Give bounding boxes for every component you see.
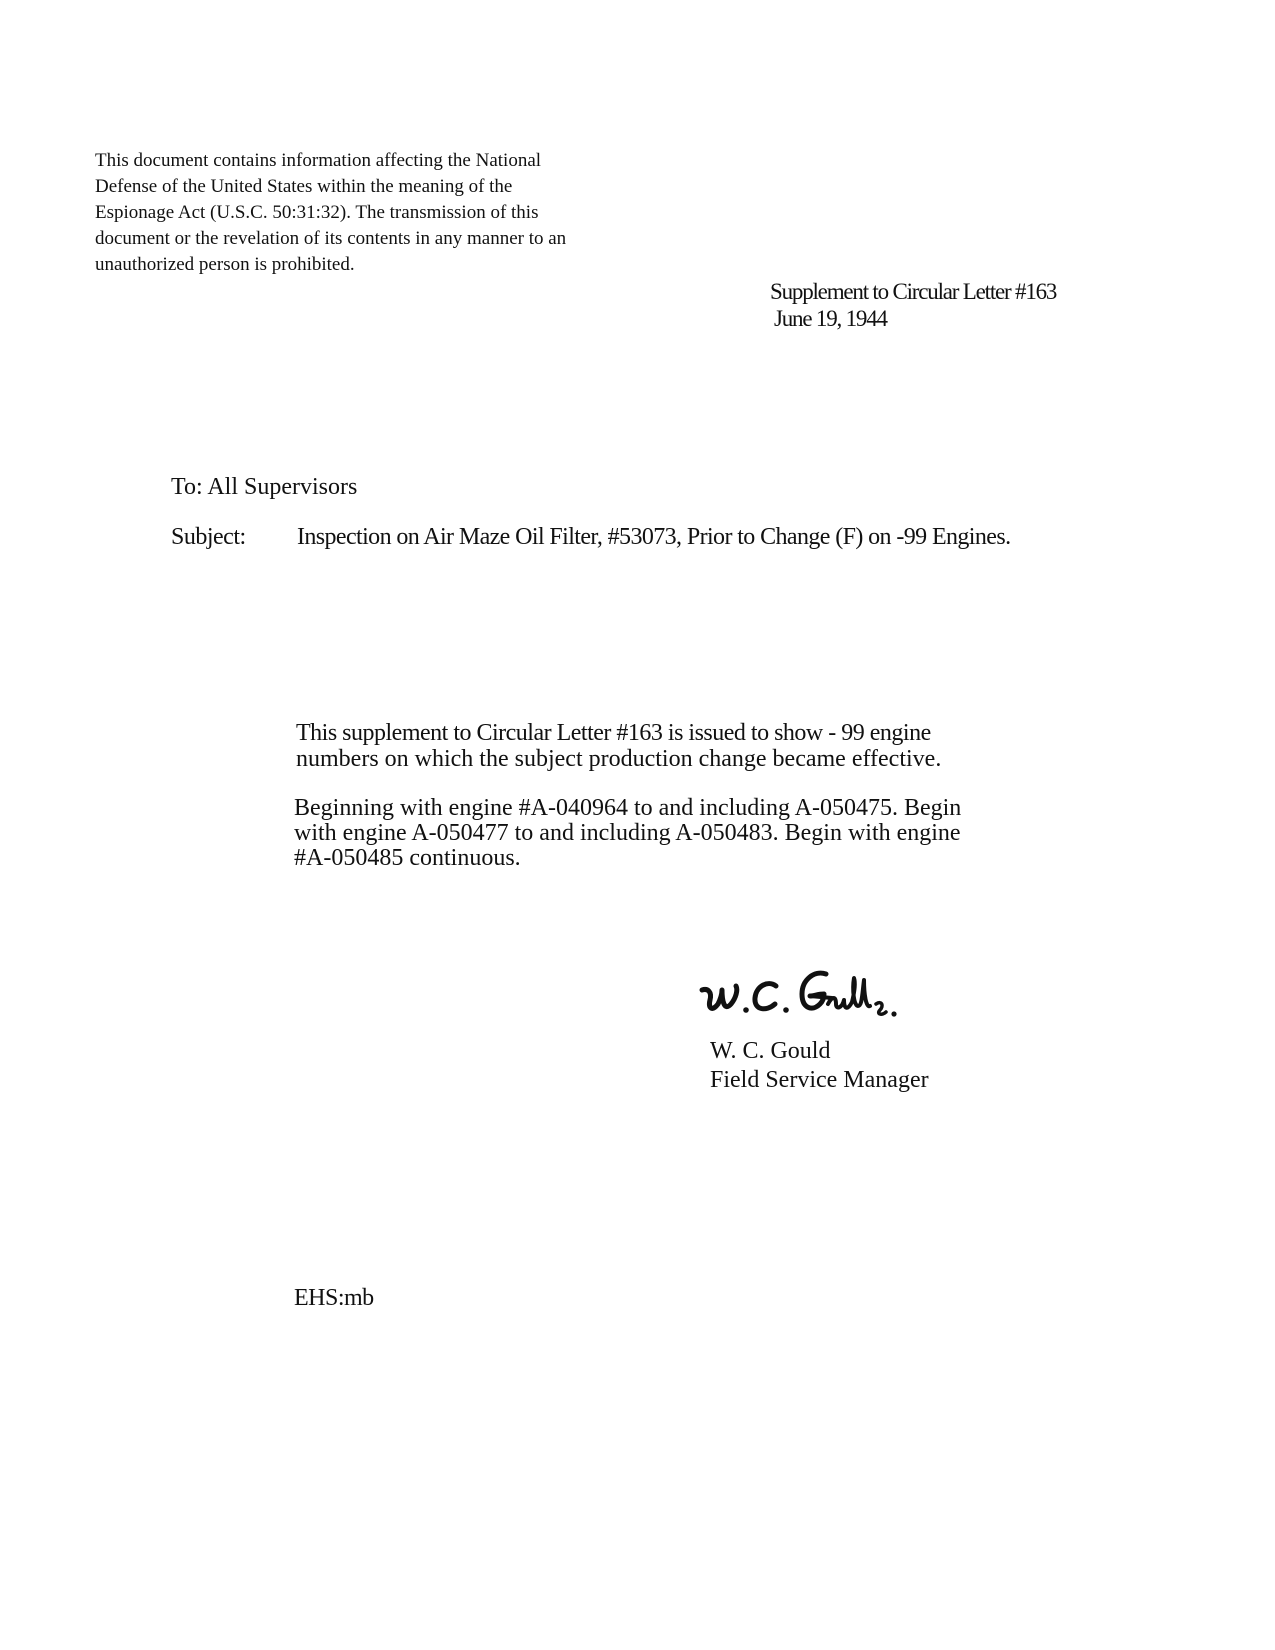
subject-text: Inspection on Air Maze Oil Filter, #53073, Prior to Change (F) on -99 Engines. <box>297 524 1011 550</box>
signer-block <box>710 1037 929 1095</box>
security-notice-line: document or the revelation of its contents in any manner to an <box>95 228 567 249</box>
security-notice <box>95 148 625 278</box>
body-line: Beginning with engine #A-040964 to and including A-050475. Begin <box>294 795 962 821</box>
typist-initials: EHS:mb <box>294 1285 374 1311</box>
signer-title: Field Service Manager <box>710 1067 929 1093</box>
addressee-line: To: All Supervisors <box>171 474 358 500</box>
subject-label: Subject: <box>171 524 246 550</box>
body-line: numbers on which the subject production change became effective. <box>296 746 942 772</box>
body-paragraph-1 <box>296 720 941 772</box>
body-line: with engine A-050477 to and including A-050483. Begin with engine <box>294 820 961 846</box>
security-notice-line: Espionage Act (U.S.C. 50:31:32). The transmission of this <box>95 202 539 223</box>
body-line: #A-050485 continuous. <box>294 845 521 871</box>
reference-title: Supplement to Circular Letter #163 <box>770 279 1057 304</box>
body-paragraph-2 <box>294 796 961 871</box>
circular-reference <box>770 278 1056 332</box>
body-line: This supplement to Circular Letter #163 is issued to show - 99 engine <box>296 720 931 746</box>
security-notice-line: This document contains information affecting the National <box>95 150 542 171</box>
handwritten-signature <box>698 970 916 1032</box>
security-notice-line: unauthorized person is prohibited. <box>95 254 355 275</box>
signer-name: W. C. Gould <box>710 1038 831 1064</box>
reference-date: June 19, 1944 <box>774 306 887 331</box>
security-notice-line: Defense of the United States within the meaning of the <box>95 176 513 197</box>
